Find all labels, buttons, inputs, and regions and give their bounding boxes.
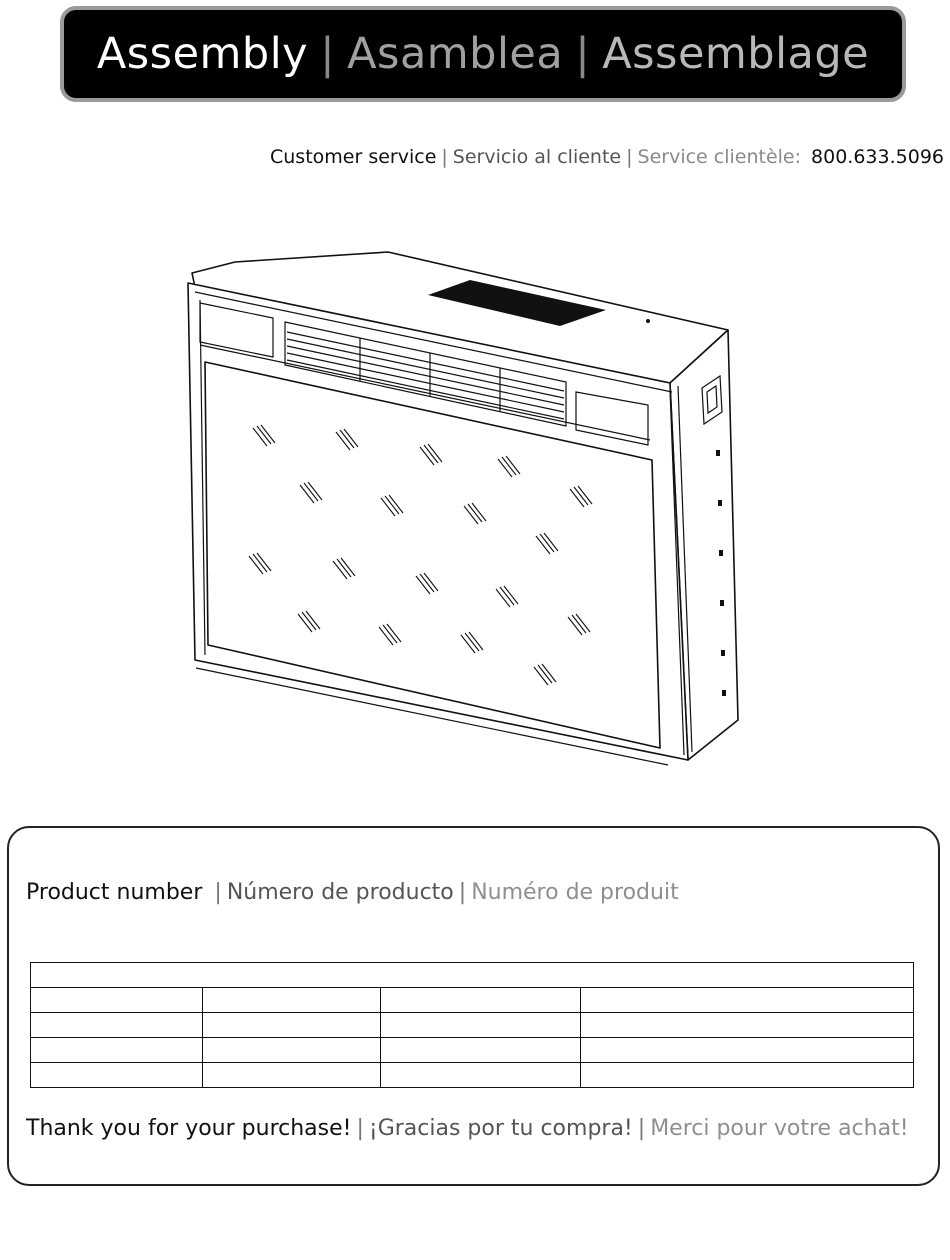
title-separator: | xyxy=(320,29,336,79)
thank-you-message xyxy=(26,1116,909,1141)
table-cell xyxy=(202,1038,380,1063)
customer-service-line xyxy=(270,146,944,168)
customer-service-label-es: Servicio al cliente xyxy=(452,146,622,168)
table-cell xyxy=(31,963,914,988)
title-french: Assemblage xyxy=(602,29,870,79)
product-number-table xyxy=(30,962,914,1088)
title-english: Assembly xyxy=(96,29,309,79)
table-row xyxy=(31,1013,914,1038)
thanks-en: Thank you for your purchase! xyxy=(26,1116,352,1141)
product-number-label-es: Número de producto xyxy=(226,880,454,905)
assembly-title-banner xyxy=(60,6,906,102)
product-info-box xyxy=(7,826,940,1186)
pn-separator: | xyxy=(214,880,222,905)
table-cell xyxy=(380,1013,581,1038)
product-number-label-en: Product number xyxy=(26,880,203,905)
pn-separator: | xyxy=(458,880,467,905)
table-cell xyxy=(202,1013,380,1038)
table-cell xyxy=(380,988,581,1013)
product-number-label-fr: Numéro de produit xyxy=(471,880,679,905)
table-cell xyxy=(581,988,914,1013)
table-cell xyxy=(202,1063,380,1088)
customer-service-label-fr: Service clientèle: xyxy=(637,146,802,168)
fireplace-insert-illustration xyxy=(180,245,750,775)
cs-separator: | xyxy=(441,146,448,168)
title-spanish: Asamblea xyxy=(347,29,564,79)
thanks-separator: | xyxy=(637,1116,646,1141)
table-cell xyxy=(31,988,203,1013)
thanks-es: ¡Gracias por tu compra! xyxy=(368,1116,633,1141)
table-row xyxy=(31,988,914,1013)
table-cell xyxy=(380,1063,581,1088)
customer-service-phone: 800.633.5096 xyxy=(811,146,944,168)
title-separator: | xyxy=(575,29,591,79)
thanks-fr: Merci pour votre achat! xyxy=(650,1116,909,1141)
table-cell xyxy=(581,1013,914,1038)
table-cell xyxy=(202,988,380,1013)
table-header-row xyxy=(31,963,914,988)
table-row xyxy=(31,1063,914,1088)
table-cell xyxy=(31,1013,203,1038)
table-cell xyxy=(581,1038,914,1063)
table-cell xyxy=(581,1063,914,1088)
customer-service-label-en: Customer service xyxy=(270,146,437,168)
table-cell xyxy=(31,1038,203,1063)
cs-separator: | xyxy=(626,146,633,168)
table-row xyxy=(31,1038,914,1063)
table-cell xyxy=(31,1063,203,1088)
product-number-heading xyxy=(26,880,679,905)
table-cell xyxy=(380,1038,581,1063)
thanks-separator: | xyxy=(356,1116,364,1141)
